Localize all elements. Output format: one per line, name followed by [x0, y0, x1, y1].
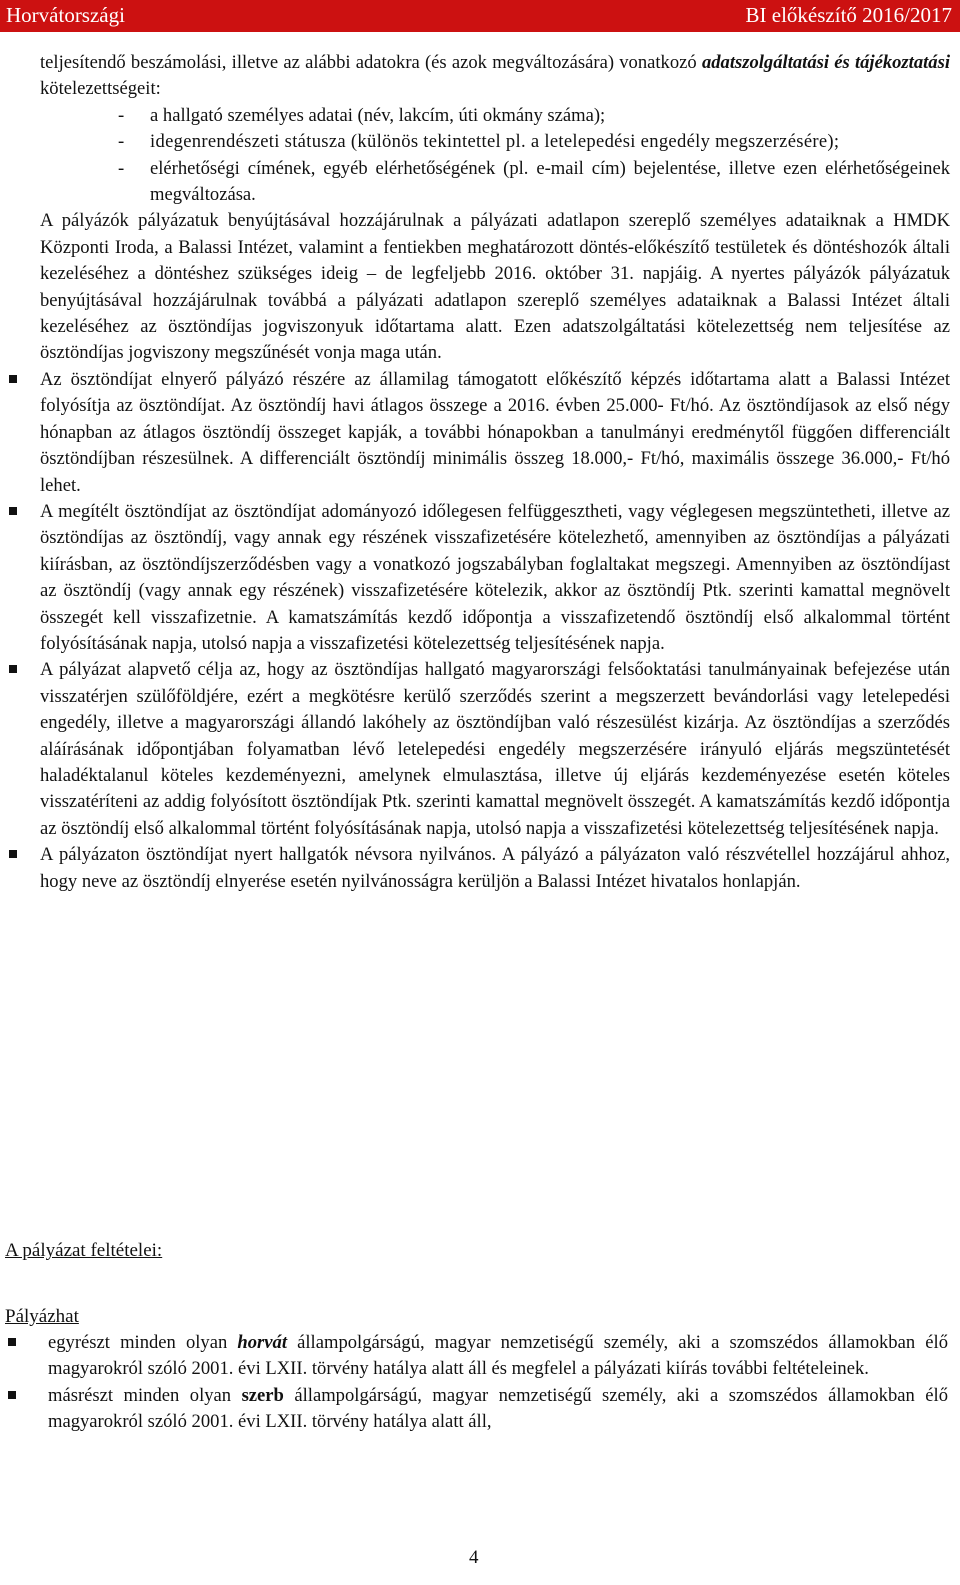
bullet-item: A pályázaton ösztöndíjat nyert hallgatók névsora nyilvános. A pályázó a pályázaton való részvétellel hozzájárul ahhoz, hogy neve az ösztöndíj elnyerése esetén nyilvánosságra kerüljön a Balassi Intézet hivatalos honlapján. — [40, 842, 950, 895]
nationality-emphasis: horvát — [237, 1332, 288, 1353]
bullet-item: A pályázat alapvető célja az, hogy az ösztöndíjas hallgató magyarországi felsőoktatási tanulmányainak befejezése után visszatérjen szülőföldjére, ezért a megkötésre kerülő szerződés szerint a megszerzett bevándorlási vagy letelepedési engedély, illetve a magyarországi állandó lakóhely az ösztöndíjban való részesülést kizárja. Az ösztöndíjas a szerződés aláírásának időpontjában folyamatban lévő letelepedési engedély megszerzésére irányuló eljárás megszüntetését haladéktalanul köteles kezdeményezni, amelynek elmulasztása, illetve új eljárás kezdeményezése esetén köteles visszatéríteni az addig folyósított ösztöndíjak Ptk. szerinti kamattal megnövelt összegét. A kamatszámítás kezdő időpontja az ösztöndíj első alkalommal történt folyósításának napja, utolsó napja a visszafizetési kötelezettség teljesítésének napja. — [40, 657, 950, 842]
page-number: 4 — [469, 1547, 479, 1568]
header-right-title: BI előkészítő 2016/2017 — [745, 3, 952, 27]
eligibility-list — [48, 1330, 948, 1436]
intro-line1: teljesítendő beszámolási, illetve az alábbi adatokra (és azok megváltozására) vonatkozó — [40, 52, 697, 73]
bullet-square-icon — [9, 665, 17, 673]
intro-line2: kötelezettségeit: — [40, 78, 161, 100]
dash-item: - elérhetőségi címének, egyéb elérhetőségének (pl. e-mail cím) bejelentése, illetve ezen elérhetőségeinek megváltozása. — [118, 157, 950, 206]
eligibility-item: egyrészt minden olyan horvát állampolgárságú, magyar nemzetiségű személy, aki a szomszédos államokban élő magyarokról szóló 2001. évi LXII. törvény hatálya alatt áll és megfelel a pályázati kiírás további feltételeinek. — [48, 1330, 948, 1383]
eligibility-item: másrészt minden olyan szerb állampolgárságú, magyar nemzetiségű személy, aki a szomszédos államokban élő magyarokról szóló 2001. évi LXII. törvény hatálya alatt áll, — [48, 1383, 948, 1436]
document-body — [40, 50, 950, 895]
document-header — [0, 0, 960, 32]
header-left-title: Horvátországi — [6, 3, 125, 27]
bullet-square-icon — [9, 375, 17, 383]
bullet-square-icon — [9, 507, 17, 515]
bullet-item: Az ösztöndíjat elnyerő pályázó részére az államilag támogatott előkészítő képzés időtartama alatt a Balassi Intézet folyósítja az ösztöndíjat. Az ösztöndíj havi átlagos összege a 2016. évben 25.000- Ft/hó. Az ösztöndíjasok az első négy hónapban az átlagos ösztöndíj összeget kapják, a további hónapokban a tanulmányi eredménytől függően differenciált ösztöndíjban részesülnek. A differenciált ösztöndíj minimális összeg 18.000,- Ft/hó, maximális összege 36.000,- Ft/hó lehet. — [40, 367, 950, 499]
bullet-square-icon — [8, 1338, 16, 1346]
dash-item: - idegenrendészeti státusza (különös tekintettel pl. a letelepedési engedély megszerzésére); — [118, 131, 840, 153]
nationality-emphasis: szerb — [241, 1384, 284, 1406]
intro-emphasis: adatszolgáltatási és tájékoztatási — [701, 52, 950, 73]
bullet-square-icon — [9, 850, 17, 858]
bullet-item: A megítélt ösztöndíjat az ösztöndíjat adományozó időlegesen felfüggesztheti, vagy véglegesen megszüntetheti, illetve az ösztöndíjas az ösztöndíj, vagy annak egy részének visszafizetésére kötelezhető, amennyiben az ösztöndíjas a pályázati kiírásban, az ösztöndíjszerződésben vagy a vonatkozó jogszabályban foglaltakat megszegi. Amennyiben az ösztöndíjast az ösztöndíj (vagy annak egy részének) visszafizetésére kötelezik, akkor az ösztöndíj Ptk. szerinti kamattal megnövelt összegét kell visszafizetnie. A kamatszámítás kezdő időpontja a visszafizetendő ösztöndíj első alkalommal történt folyósításának napja, utolsó napja a visszafizetési kötelezettség teljesítésének napja. — [40, 499, 950, 657]
intro-paragraph — [40, 50, 950, 103]
section-title: A pályázat feltételei: — [5, 1240, 163, 1261]
subsection-title: Pályázhat — [5, 1306, 79, 1327]
bullet-square-icon — [8, 1391, 16, 1399]
dash-item: - a hallgató személyes adatai (név, lakcím, úti okmány száma); — [118, 104, 606, 126]
data-consent-paragraph: A pályázók pályázatuk benyújtásával hozzájárulnak a pályázati adatlapon szereplő személyes adataiknak a HMDK Központi Iroda, a Balassi Intézet, valamint a fentiekben meghatározott döntés-előkészítő testületek és döntéshozók általi kezeléséhez a döntéshez szükséges ideig – de legfeljebb 2016. október 31. napjáig. A nyertes pályázók pályázatuk benyújtásával hozzájárulnak továbbá a pályázati adatlapon szereplő személyes adataiknak a Balassi Intézet általi kezeléséhez az ösztöndíjas jogviszonyuk időtartama alatt. Ezen adatszolgáltatási kötelezettség nem teljesítése az ösztöndíjas jogviszony megszűnését vonja maga után. — [40, 210, 950, 364]
